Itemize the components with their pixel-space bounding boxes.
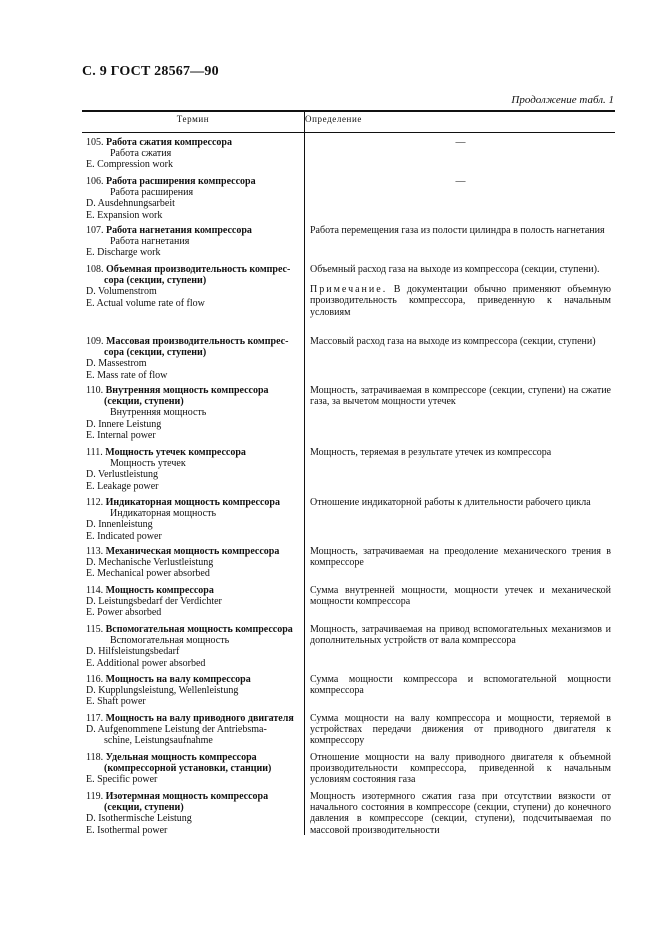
definition-text: Сумма мощности компрессора и вспомогательной мощности компрессора: [310, 674, 611, 697]
term-english: E. Internal power: [86, 429, 156, 441]
definition-text: —: [455, 176, 466, 187]
definition-text: Мощность изотермного сжатия газа при отсутствии вязкости от начального состояния в компрессоре (секции, ступени) до конечного давления в компрессоре (секции, ступени), подсчитываемая по массовой производительности: [310, 791, 611, 836]
definition-cell: [310, 752, 611, 786]
term-title: Объемная производительность компрес-: [106, 264, 291, 275]
column-header-term: Термин: [176, 114, 210, 124]
term-title: Мощность на валу приводного двигателя: [105, 713, 294, 724]
term-english: E. Actual volume rate of flow: [86, 297, 205, 309]
term-number: 119.: [86, 791, 104, 802]
term-short-form: Работа нагнетания: [110, 236, 190, 248]
term-number: 113.: [86, 546, 104, 557]
term-german: D. Mechanische Verlustleistung: [86, 557, 214, 569]
definition-note: [310, 284, 611, 318]
definition-cell: [310, 264, 611, 318]
table-continuation-label: Продолжение табл. 1: [511, 94, 614, 106]
term-title: Изотермная мощность компрессора: [105, 791, 269, 802]
term-cell: [86, 176, 302, 221]
term-title: Мощность утечек компрессора: [105, 447, 246, 458]
note-text: В документации обычно применяют объемную производительность компрессора, приведенную к начальным условиям: [310, 284, 611, 318]
term-short-form: Внутренняя мощность: [110, 407, 207, 419]
term-title: Работа сжатия компрессора: [106, 137, 232, 148]
term-title: Массовая производительность компрес-: [106, 336, 289, 347]
term-english: E. Discharge work: [86, 247, 161, 259]
term-number: 114.: [86, 585, 104, 596]
term-title-continued: (секции, ступени): [104, 396, 184, 408]
term-english: E. Expansion work: [86, 209, 163, 221]
term-title: Мощность компрессора: [105, 585, 214, 596]
term-cell: [86, 585, 302, 619]
term-german: D. Massestrom: [86, 358, 147, 370]
term-title-continued: сора (секции, ступени): [104, 275, 207, 287]
term-short-form: Индикаторная мощность: [110, 508, 217, 520]
definition-cell: [310, 225, 611, 236]
definition-cell: [310, 447, 611, 458]
term-title: Работа расширения компрессора: [106, 176, 256, 187]
definition-text: Сумма мощности на валу компрессора и мощности, теряемой в устройствах передачи движения от приводного двигателя к компрессору: [310, 713, 611, 747]
definition-cell: [310, 713, 611, 747]
definition-text: Сумма внутренней мощности, мощности утечек и механической мощности компрессора: [310, 585, 611, 608]
definition-text: Мощность, затрачиваемая в компрессоре (секции, ступени) на сжатие газа, за вычетом мощности утечек: [310, 385, 611, 408]
term-german: D. Innenleistung: [86, 519, 153, 531]
term-german: D. Ausdehnungsarbeit: [86, 198, 175, 210]
term-number: 110.: [86, 385, 104, 396]
term-german: D. Kupplungsleistung, Wellenleistung: [86, 685, 239, 697]
term-number: 109.: [86, 336, 104, 347]
term-short-form: Вспомогательная мощность: [110, 635, 230, 647]
term-english: E. Mass rate of flow: [86, 369, 168, 381]
definition-cell: [310, 674, 611, 696]
note-label: Примечание.: [310, 284, 388, 296]
term-number: 106.: [86, 176, 104, 187]
term-number: 118.: [86, 752, 104, 763]
term-title: Работа нагнетания компрессора: [106, 225, 252, 236]
definition-text: —: [455, 137, 466, 148]
term-number: 111.: [86, 447, 103, 458]
definition-cell: [310, 497, 611, 508]
term-english: E. Power absorbed: [86, 607, 162, 619]
definition-text: Объемный расход газа на выходе из компрессора (секции, ступени).: [310, 264, 600, 275]
term-german: D. Aufgenommene Leistung der Antriebsma-: [86, 724, 267, 736]
term-cell: [86, 624, 302, 669]
term-german: D. Verlustleistung: [86, 469, 159, 481]
term-cell: [86, 225, 302, 259]
term-german: D. Leistungsbedarf der Verdichter: [86, 596, 222, 608]
term-cell: [86, 336, 302, 381]
term-number: 107.: [86, 225, 104, 236]
term-german: D. Volumenstrom: [86, 286, 157, 298]
term-english: E. Isothermal power: [86, 824, 168, 836]
table-column-divider: [304, 110, 305, 835]
definition-cell: [310, 176, 611, 187]
term-english: E. Specific power: [86, 774, 158, 786]
term-cell: [86, 385, 302, 441]
definition-cell: [310, 791, 611, 836]
term-number: 105.: [86, 137, 104, 148]
term-cell: [86, 752, 302, 786]
term-title: Мощность на валу компрессора: [105, 674, 251, 685]
table-top-rule: [82, 110, 615, 112]
term-short-form: Работа расширения: [110, 187, 194, 199]
definition-text: Отношение мощности на валу приводного двигателя к объемной производительности компрессора, приведенной к начальным условиям состояния газа: [310, 752, 611, 786]
table-header-rule: [82, 132, 615, 133]
term-german: D. Hilfsleistungsbedarf: [86, 646, 180, 658]
term-cell: [86, 546, 302, 580]
definition-text: Работа перемещения газа из полости цилиндра в полость нагнетания: [310, 225, 605, 236]
definition-text: Массовый расход газа на выходе из компрессора (секции, ступени): [310, 336, 596, 347]
term-english: E. Compression work: [86, 159, 173, 171]
term-english: E. Shaft power: [86, 696, 146, 708]
term-english: E. Leakage power: [86, 480, 159, 492]
definition-text: Мощность, затрачиваемая на привод вспомогательных механизмов и дополнительных устройств от вала компрессора: [310, 624, 611, 647]
column-header-definition: Определение: [305, 114, 362, 124]
term-number: 115.: [86, 624, 104, 635]
term-number: 117.: [86, 713, 104, 724]
term-title: Индикаторная мощность компрессора: [105, 497, 280, 508]
term-cell: [86, 137, 302, 171]
term-number: 108.: [86, 264, 104, 275]
term-short-form: Работа сжатия: [110, 148, 172, 160]
term-title: Вспомогательная мощность компрессора: [105, 624, 293, 635]
definition-text: Отношение индикаторной работы к длительности рабочего цикла: [310, 497, 591, 508]
definition-text: Мощность, затрачиваемая на преодоление механического трения в компрессоре: [310, 546, 611, 569]
term-english: E. Mechanical power absorbed: [86, 568, 210, 580]
term-german: D. Isothermische Leistung: [86, 813, 192, 825]
term-cell: [86, 447, 302, 492]
definition-cell: [310, 336, 611, 347]
term-title-continued: (компрессорной установки, станции): [104, 763, 272, 775]
term-cell: [86, 791, 302, 836]
term-cell: [86, 674, 302, 708]
term-german-continued: schine, Leistungsaufnahme: [104, 735, 213, 747]
page-header: С. 9 ГОСТ 28567—90: [82, 64, 219, 79]
term-english: E. Additional power absorbed: [86, 657, 206, 669]
definition-cell: [310, 624, 611, 646]
definition-cell: [310, 546, 611, 568]
definition-text: Мощность, теряемая в результате утечек из компрессора: [310, 447, 552, 458]
term-title-continued: (секции, ступени): [104, 802, 184, 814]
term-number: 116.: [86, 674, 104, 685]
term-english: E. Indicated power: [86, 530, 162, 542]
term-short-form: Мощность утечек: [110, 458, 186, 470]
term-cell: [86, 264, 302, 309]
definition-cell: [310, 385, 611, 407]
term-title: Внутренняя мощность компрессора: [105, 385, 269, 396]
definition-cell: [310, 137, 611, 148]
term-title: Удельная мощность компрессора: [105, 752, 257, 763]
term-title-continued: сора (секции, ступени): [104, 347, 207, 359]
term-title: Механическая мощность компрессора: [105, 546, 280, 557]
term-cell: [86, 497, 302, 542]
term-cell: [86, 713, 302, 747]
definition-cell: [310, 585, 611, 607]
term-german: D. Innere Leistung: [86, 418, 162, 430]
term-number: 112.: [86, 497, 104, 508]
